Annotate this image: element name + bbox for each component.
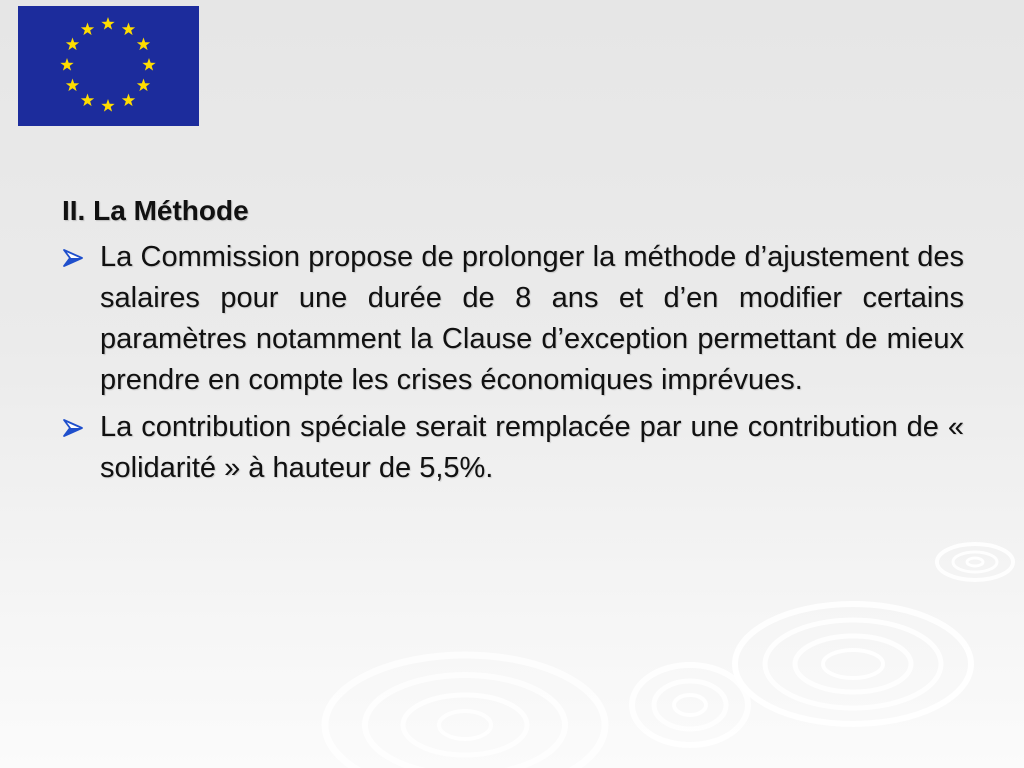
eu-stars-icon [18,6,199,126]
arrow-bullet-icon [62,248,84,268]
european-union-flag [18,6,199,126]
bullet-text: La contribution spéciale serait remplacée par une contribution de « solidarité » à hauteur de 5,5%. [100,411,964,484]
bullet-text: La Commission propose de prolonger la méthode d’ajustement des salaires pour une durée de 8 ans et d’en modifier certains paramètres notamment la Clause d’exception permettant de mieux prendre en compte les crises économiques imprévues. [100,241,964,396]
bullet-item [62,237,964,401]
arrow-bullet-icon [62,418,84,438]
bullet-item [62,407,964,489]
section-heading: II. La Méthode [62,195,249,226]
slide-content [62,190,964,495]
